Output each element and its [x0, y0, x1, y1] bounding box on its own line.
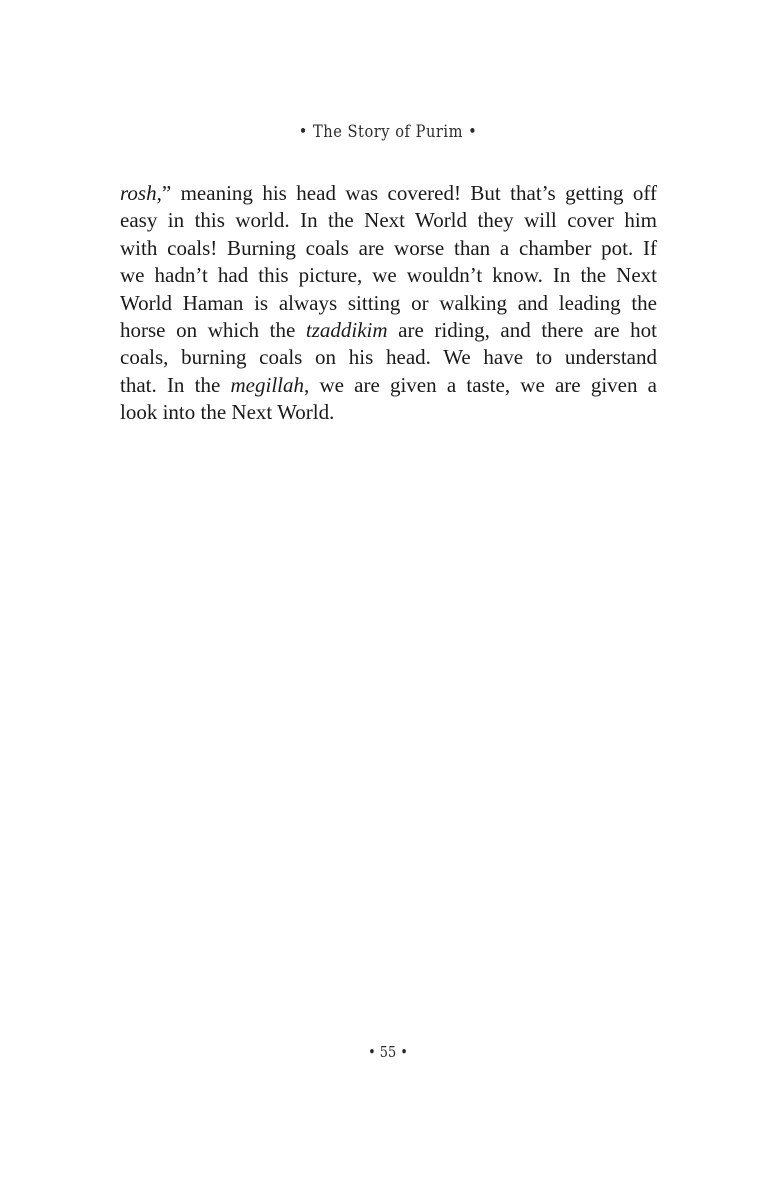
text-line: [120, 207, 657, 234]
italic-term: tzaddikim: [305, 318, 388, 343]
text-line: [120, 399, 657, 426]
text-segment: are riding, and there are hot: [387, 318, 657, 343]
text-segment: look into the Next World.: [120, 400, 335, 425]
text-segment: ,” meaning his head was covered! But that’s getting off: [156, 181, 657, 205]
text-line: [120, 344, 657, 371]
text-line: [120, 180, 657, 207]
text-line: [120, 235, 657, 262]
text-segment: coals, burning coals on his head. We have to understand: [120, 345, 657, 370]
text-line: [120, 290, 657, 317]
text-segment: , we are given a taste, we are given a: [304, 372, 657, 397]
text-line: [120, 317, 657, 344]
text-segment: that. In the: [120, 372, 231, 397]
text-line: [120, 372, 657, 399]
text-line: [120, 262, 657, 289]
body-paragraph: [120, 180, 657, 427]
text-segment: World Haman is always sitting or walking and leading the: [120, 290, 657, 315]
text-segment: horse on which the: [120, 318, 306, 343]
running-head: • The Story of Purim •: [298, 122, 478, 142]
italic-term: rosh: [120, 181, 157, 205]
text-segment: with coals! Burning coals are worse than a chamber pot. If: [120, 235, 657, 260]
italic-term: megillah: [230, 372, 304, 397]
page-number: • 55 •: [368, 1043, 408, 1061]
text-segment: easy in this world. In the Next World they will cover him: [120, 208, 657, 233]
text-segment: we hadn’t had this picture, we wouldn’t know. In the Next: [120, 263, 657, 288]
